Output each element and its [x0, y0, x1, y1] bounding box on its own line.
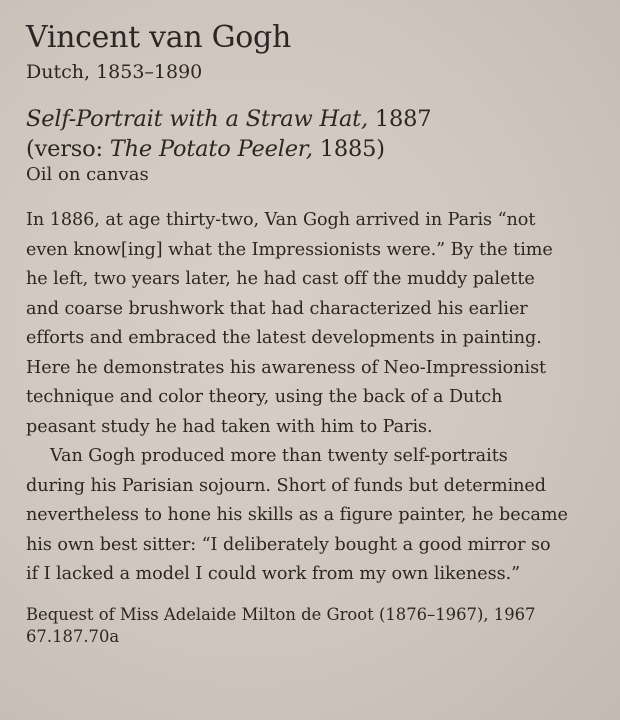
- text-line: Van Gogh produced more than twenty self-portraits: [50, 446, 508, 466]
- wall-label: [26, 20, 611, 648]
- text-line: efforts and embraced the latest developments in painting.: [26, 328, 542, 348]
- text-line: nevertheless to hone his skills as a figure painter, he became: [26, 505, 568, 525]
- paragraph-2: [26, 442, 611, 590]
- verso-prefix: (verso:: [26, 136, 110, 162]
- artwork-title: Self-Portrait with a Straw Hat,: [26, 106, 368, 132]
- text-line: even know[ing] what the Impressionists were.” By the time: [26, 239, 553, 260]
- text-line: Here he demonstrates his awareness of Neo-Impressionist: [26, 357, 547, 378]
- artwork-title-line: [26, 104, 611, 134]
- text-line: and coarse brushwork that had characterized his earlier: [26, 298, 528, 319]
- text-line: he left, two years later, he had cast off the muddy palette: [26, 269, 535, 289]
- artwork-medium: Oil on canvas: [26, 164, 149, 185]
- verso-year: 1885): [319, 136, 385, 162]
- accession-number: 67.187.70a: [26, 626, 120, 646]
- artist-nationality-dates: Dutch, 1853–1890: [26, 61, 203, 83]
- text-line: his own best sitter: “I deliberately bought a good mirror so: [26, 534, 551, 555]
- artist-name: Vincent van Gogh: [26, 20, 291, 55]
- artwork-title-block: [26, 104, 611, 186]
- paragraph-1: [26, 206, 611, 442]
- description: [26, 206, 611, 590]
- artwork-year: 1887: [374, 106, 432, 132]
- text-line: peasant study he had taken with him to Paris.: [26, 416, 433, 437]
- text-line: technique and color theory, using the back of a Dutch: [26, 387, 503, 407]
- text-line: In 1886, at age thirty-two, Van Gogh arrived in Paris “not: [26, 210, 536, 230]
- verso-title: The Potato Peeler,: [109, 136, 313, 162]
- verso-line: [26, 134, 611, 164]
- text-line: if I lacked a model I could work from my own likeness.”: [26, 564, 521, 584]
- credit-line: [26, 604, 611, 648]
- credit-text: Bequest of Miss Adelaide Milton de Groot (1876–1967), 1967: [26, 604, 536, 624]
- text-line: during his Parisian sojourn. Short of funds but determined: [26, 475, 547, 496]
